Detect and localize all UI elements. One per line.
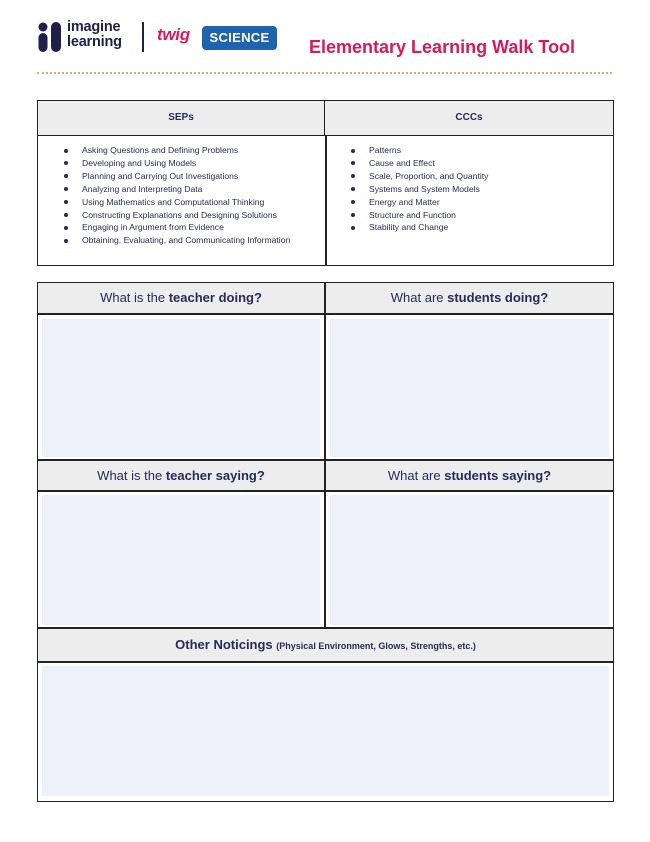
logo-divider (142, 22, 144, 52)
list-item: Energy and Matter (351, 196, 601, 209)
teacher-saying-header: What is the teacher saying? (38, 461, 324, 491)
science-badge: SCIENCE (202, 26, 277, 50)
observation-table (37, 282, 614, 802)
list-item: Engaging in Argument from Evidence (64, 221, 319, 234)
list-item: Asking Questions and Defining Problems (64, 144, 319, 157)
other-noticings-header: Other Noticings (Physical Environment, Glows, Strengths, etc.) (38, 629, 613, 661)
document-header (0, 0, 650, 80)
row-divider (38, 313, 613, 315)
cccs-header: CCCs (325, 101, 613, 136)
column-divider (325, 136, 327, 266)
teacher-doing-header: What is the teacher doing? (38, 283, 324, 313)
students-doing-header: What are students doing? (326, 283, 613, 313)
list-item: Systems and System Models (351, 183, 601, 196)
row-divider (38, 661, 613, 663)
list-item: Using Mathematics and Computational Thinking (64, 196, 319, 209)
list-item: Scale, Proportion, and Quantity (351, 170, 601, 183)
imagine-learning-logo-icon (37, 22, 65, 52)
standards-table (37, 100, 614, 266)
list-item: Constructing Explanations and Designing Solutions (64, 209, 319, 222)
list-item: Developing and Using Models (64, 157, 319, 170)
list-item: Planning and Carrying Out Investigations (64, 170, 319, 183)
list-item: Stability and Change (351, 221, 601, 234)
list-item: Analyzing and Interpreting Data (64, 183, 319, 196)
column-divider (324, 283, 326, 627)
row-divider (38, 490, 613, 492)
students-saying-input[interactable] (330, 495, 609, 625)
teacher-saying-input[interactable] (42, 495, 320, 625)
twig-wordmark: twig (157, 25, 190, 44)
students-doing-input[interactable] (330, 319, 609, 457)
cccs-list (351, 144, 601, 234)
list-item: Patterns (351, 144, 601, 157)
imagine-learning-wordmark: imagine learning (67, 19, 122, 50)
seps-header: SEPs (38, 101, 325, 136)
seps-list (64, 144, 319, 247)
list-item: Obtaining, Evaluating, and Communicating Information (64, 234, 319, 247)
dotted-divider (37, 72, 612, 74)
document-title: Elementary Learning Walk Tool (309, 37, 576, 57)
teacher-doing-input[interactable] (42, 319, 320, 457)
list-item: Cause and Effect (351, 157, 601, 170)
other-noticings-input[interactable] (42, 666, 609, 796)
list-item: Structure and Function (351, 209, 601, 222)
students-saying-header: What are students saying? (326, 461, 613, 491)
